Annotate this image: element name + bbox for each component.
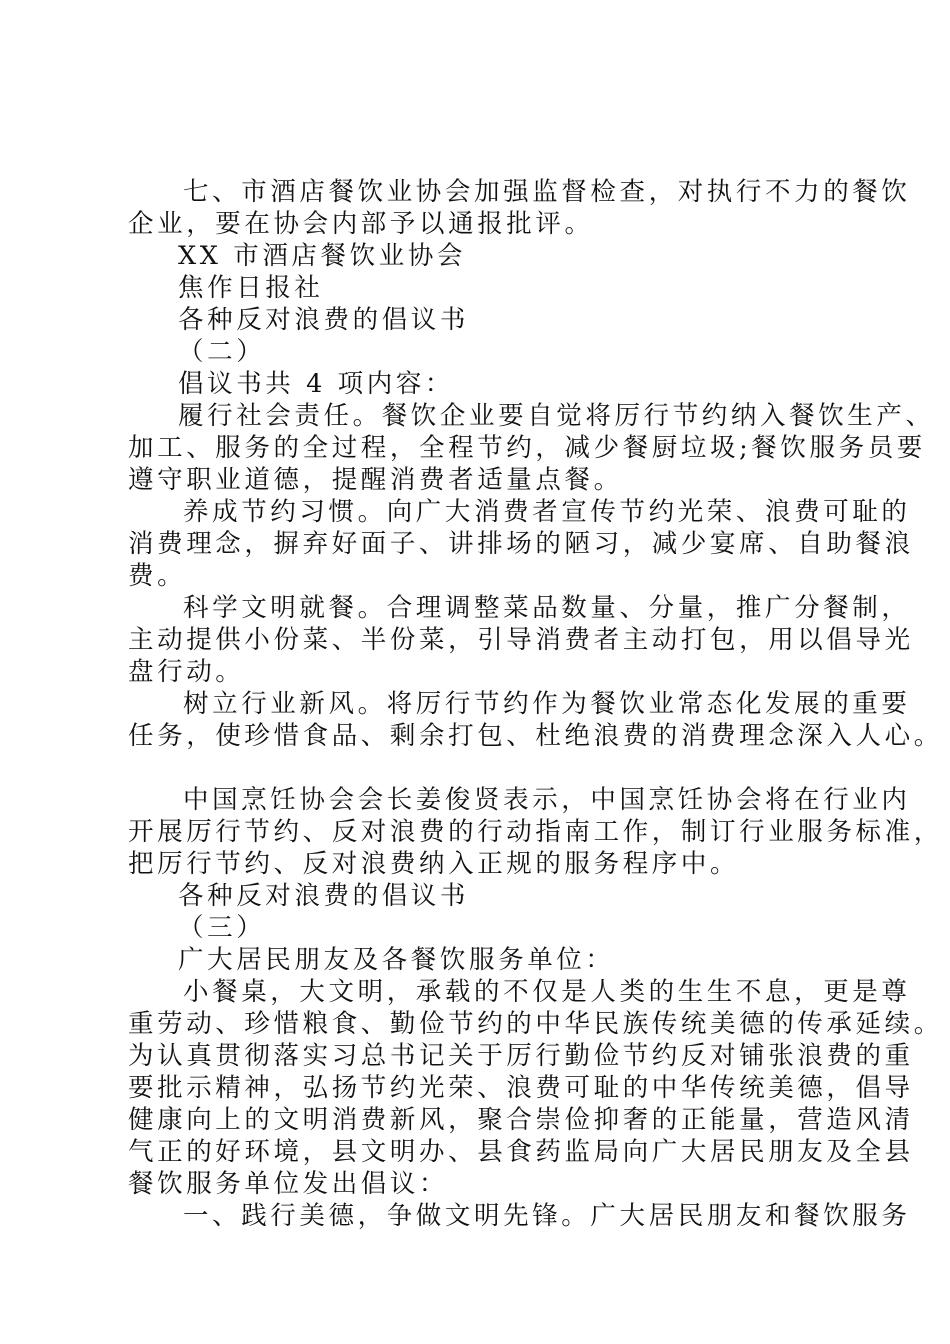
text-line: 倡议书共 4 项内容： <box>178 369 455 399</box>
text-line: 七、市酒店餐饮业协会加强监督检查，对执行不力的餐饮 <box>183 177 911 207</box>
text-line: XX 市酒店餐饮业协会 <box>178 241 467 271</box>
text-line: 气正的好环境，县文明办、县食药监局向广大居民朋友及全县 <box>128 1137 914 1167</box>
text-line: 消费理念，摒弃好面子、讲排场的陋习，减少宴席、自助餐浪 <box>128 529 914 559</box>
text-line: 为认真贯彻落实习总书记关于厉行勤俭节约反对铺张浪费的重 <box>128 1041 914 1071</box>
text-line: （三） <box>178 913 266 943</box>
text-line: 一、践行美德，争做文明先锋。广大居民朋友和餐饮服务 <box>183 1201 911 1231</box>
text-line: 各种反对浪费的倡议书 <box>178 305 470 335</box>
text-line: 健康向上的文明消费新风，聚合崇俭抑奢的正能量，营造风清 <box>128 1105 914 1135</box>
text-line: 盘行动。 <box>128 657 245 687</box>
text-line: 各种反对浪费的倡议书 <box>178 881 470 911</box>
text-line: 开展厉行节约、反对浪费的行动指南工作，制订行业服务标准， <box>128 817 943 847</box>
text-line: 树立行业新风。将厉行节约作为餐饮业常态化发展的重要 <box>183 689 911 719</box>
text-line: （二） <box>178 337 266 367</box>
text-line: 焦作日报社 <box>178 273 324 303</box>
text-line: 履行社会责任。餐饮企业要自觉将厉行节约纳入餐饮生产、 <box>178 401 935 431</box>
text-line: 小餐桌，大文明，承载的不仅是人类的生生不息，更是尊 <box>183 977 911 1007</box>
text-line: 广大居民朋友及各餐饮服务单位： <box>178 945 615 975</box>
text-line: 主动提供小份菜、半份菜，引导消费者主动打包，用以倡导光 <box>128 625 914 655</box>
text-line: 中国烹饪协会会长姜俊贤表示，中国烹饪协会将在行业内 <box>183 785 911 815</box>
text-line: 遵守职业道德，提醒消费者适量点餐。 <box>128 465 623 495</box>
text-line: 加工、服务的全过程，全程节约，减少餐厨垃圾;餐饮服务员要 <box>128 433 926 463</box>
text-line: 任务，使珍惜食品、剩余打包、杜绝浪费的消费理念深入人心。 <box>128 721 943 751</box>
text-line: 养成节约习惯。向广大消费者宣传节约光荣、浪费可耻的 <box>183 497 911 527</box>
text-line: 餐饮服务单位发出倡议： <box>128 1169 449 1199</box>
text-line: 科学文明就餐。合理调整菜品数量、分量，推广分餐制， <box>183 593 911 623</box>
text-line: 重劳动、珍惜粮食、勤俭节约的中华民族传统美德的传承延续。 <box>128 1009 943 1039</box>
text-line: 费。 <box>128 561 187 591</box>
text-line: 把厉行节约、反对浪费纳入正规的服务程序中。 <box>128 849 740 879</box>
text-line: 要批示精神，弘扬节约光荣、浪费可耻的中华传统美德，倡导 <box>128 1073 914 1103</box>
text-line: 企业，要在协会内部予以通报批评。 <box>128 209 594 239</box>
